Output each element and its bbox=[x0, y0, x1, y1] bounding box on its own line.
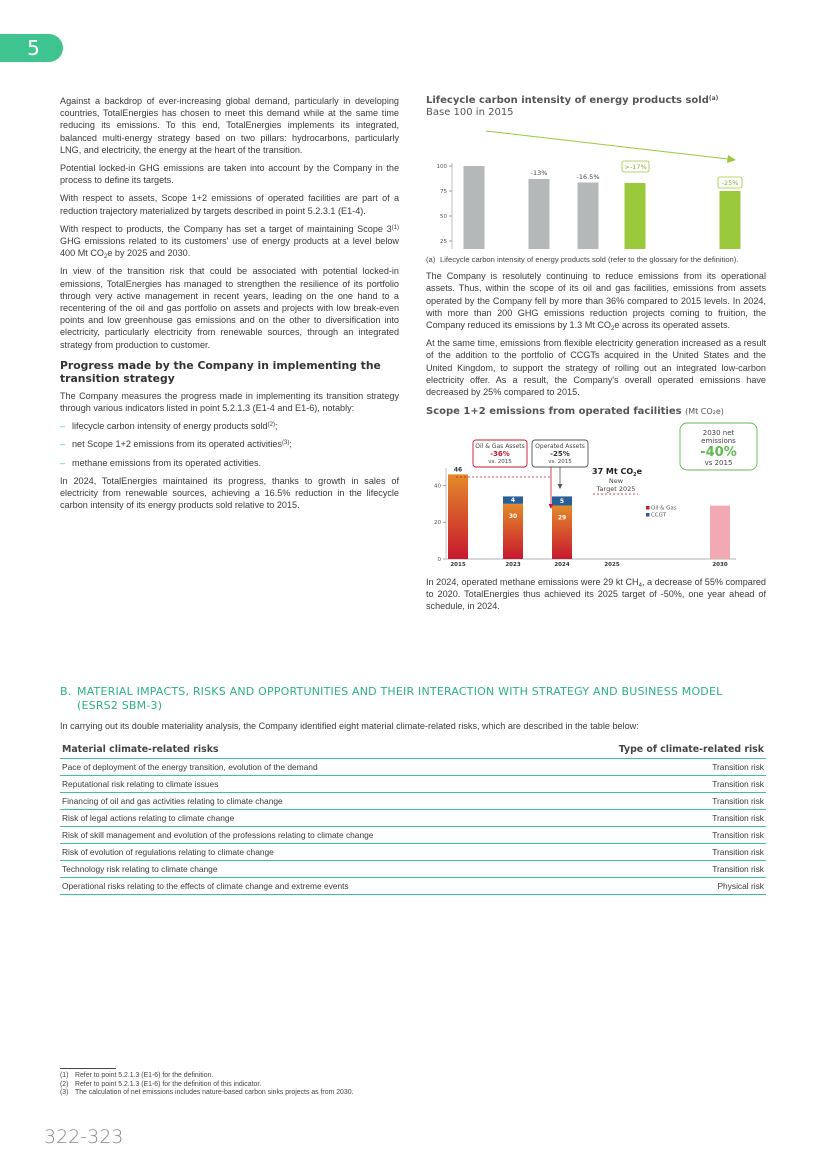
bar-oil-gas-2015 bbox=[448, 475, 468, 560]
trend-arrowhead bbox=[727, 155, 736, 163]
target-2025-value: 37 Mt $CO_2e$ bbox=[592, 467, 643, 479]
chart1-title: Lifecycle carbon intensity of energy products sold$^{(a)}$ bbox=[426, 95, 719, 106]
bar-data-label: 5 bbox=[559, 498, 565, 506]
bar-data-label: 46 bbox=[453, 466, 463, 474]
chapter-tab: 5 bbox=[0, 34, 63, 62]
y-tick-label: 50 bbox=[440, 214, 447, 221]
risk-type-cell: Transition risk bbox=[539, 827, 766, 844]
arrow-operated-head bbox=[558, 484, 563, 489]
paragraph: In view of the transition risk that could be associated with potential locked-in emissions, TotalEnergies has managed to strengthen the resilience of its portfolio through very active management in recent years, leading on the one hand to a recentering of the oil and gas portfolio on assets and projects with low break-even points and low greenhouse gas emissions and on the other to diversification into electricity, particularly electricity from renewable sources, through an integrated strategy from production to customer. bbox=[60, 266, 399, 350]
target-2025-line1: New bbox=[608, 477, 624, 486]
bar-target-2030 bbox=[710, 506, 730, 559]
list-item: – lifecycle carbon intensity of energy products sold$^{(2)}$; bbox=[60, 420, 399, 432]
chart1-footnote: (a) Lifecycle carbon intensity of energy products sold (refer to the glossary for the definition). bbox=[426, 254, 739, 264]
y-tick-label: 20 bbox=[434, 520, 441, 527]
table-row bbox=[60, 878, 766, 895]
paragraph: In 2024, TotalEnergies maintained its progress, thanks to growth in sales of electricity from renewable sources, achieving a 16.5% reduction in the lifecycle carbon intensity of its energy products sold relative to 2015. bbox=[60, 475, 399, 511]
risk-type-cell: Transition risk bbox=[539, 793, 766, 810]
bar-data-label: 30 bbox=[508, 513, 518, 521]
callout-oil-gas-value: -36% bbox=[490, 450, 510, 459]
risk-cell: Reputational risk relating to climate issues bbox=[60, 776, 539, 793]
net-2030-line2: emissions bbox=[701, 437, 736, 446]
x-tick-label: 2025 bbox=[604, 562, 620, 569]
footnotes bbox=[60, 1068, 510, 1098]
callout-operated-line3: vs. 2015 bbox=[548, 459, 572, 466]
table-row bbox=[60, 861, 766, 878]
paragraph: Against a backdrop of ever-increasing global demand, particularly in developing countries, TotalEnergies has chosen to meet this demand while at the same time reducing its emissions. To this end, TotalEnergies implements its integrated, balanced multi-energy strategy based on two pillars: hydrocarbons, particularly LNG, and electricity, the energy at the heart of the transition. bbox=[60, 96, 399, 155]
trend-line bbox=[486, 131, 728, 159]
paragraph: With respect to assets, Scope 1+2 emissions of operated facilities are part of a reduction trajectory materialized by targets described in point 5.2.3.1 (E1-4). bbox=[60, 193, 399, 216]
callout-oil-gas-line1: Oil & Gas Assets bbox=[475, 443, 525, 451]
y-tick-label: 40 bbox=[434, 483, 441, 490]
footnote-ref[interactable]: (3) bbox=[282, 440, 290, 447]
net-2030-line1: 2030 net bbox=[702, 429, 735, 438]
scope12-emissions-chart bbox=[426, 418, 766, 570]
column-header-risk: Material climate-related risks bbox=[60, 739, 539, 759]
list-item: – methane emissions from its operated activities. bbox=[60, 457, 399, 469]
table-row bbox=[60, 759, 766, 776]
callout-operated-line1: Operated Assets bbox=[535, 443, 585, 451]
risk-type-cell: Transition risk bbox=[539, 759, 766, 776]
net-2030-value: -40% bbox=[700, 445, 737, 461]
callout-oil-gas-line3: vs. 2015 bbox=[488, 459, 512, 466]
table-row bbox=[60, 827, 766, 844]
risk-cell: Financing of oil and gas activities relating to climate change bbox=[60, 793, 539, 810]
section-b-intro: In carrying out its double materiality analysis, the Company identified eight material climate-related risks, which are described in the table below: bbox=[60, 721, 639, 731]
table-row bbox=[60, 810, 766, 827]
carbon-intensity-chart bbox=[426, 123, 766, 249]
right-column bbox=[426, 95, 766, 618]
footnote: (1) Refer to point 5.2.1.3 (E1-6) for the definition. bbox=[60, 1072, 214, 1079]
x-tick-label: 2024 bbox=[554, 562, 570, 569]
paragraph: The Company is resolutely continuing to reduce emissions from its operational assets. Thus, within the scope of its oil and gas facilities, emissions from assets operated by the Company fell by more than 36% compared to 2015 levels. In 2024, with more than 200 GHG emissions reduction projects coming to fruition, the Company reduced its emissions by 1.3 Mt $CO_2e$ across its operated assets. bbox=[426, 271, 766, 332]
list-item: – net Scope 1+2 emissions from its operated activities$^{(3)}$; bbox=[60, 438, 399, 450]
legend-label-oil: Oil & Gas bbox=[651, 505, 677, 512]
bar-2030 bbox=[720, 191, 741, 249]
risk-cell: Pace of deployment of the energy transition, evolution of the demand bbox=[60, 759, 539, 776]
x-tick-label: 2015 bbox=[450, 562, 466, 569]
section-b-title: B. MATERIAL IMPACTS, RISKS AND OPPORTUNITIES AND THEIR INTERACTION WITH STRATEGY AND BUSINESS MODEL (ESRS2 SBM-3) bbox=[60, 685, 723, 712]
section-b bbox=[60, 685, 766, 895]
footnote-rule bbox=[60, 1068, 116, 1069]
risk-cell: Risk of skill management and evolution of the professions relating to climate change bbox=[60, 827, 539, 844]
table-row bbox=[60, 793, 766, 810]
paragraph: With respect to products, the Company has set a target of maintaining Scope 3$^{(1)}$ GHG emissions related to its customers' use of energy products at a level below 400 Mt $CO_2e$ by 2025 and 2030. bbox=[60, 223, 399, 261]
bar-2023 bbox=[529, 179, 550, 249]
badge-2025-label: >-17% bbox=[624, 163, 647, 172]
table-header-row bbox=[60, 739, 766, 759]
y-tick-label: 75 bbox=[440, 189, 447, 196]
x-tick-label: 2030 bbox=[712, 562, 728, 569]
paragraph: In 2024, operated methane emissions were 29 kt $CH_4$, a decrease of 55% compared to 2020. TotalEnergies thus achieved its 2025 target of -50%, one year ahead of schedule, in 2024. bbox=[426, 576, 766, 611]
risk-type-cell: Transition risk bbox=[539, 844, 766, 861]
badge-2030-label: -25% bbox=[721, 179, 739, 188]
callout-operated-value: -25% bbox=[550, 450, 570, 459]
bar-2025 bbox=[625, 183, 646, 249]
bar-data-label: 29 bbox=[557, 514, 567, 522]
table-row bbox=[60, 776, 766, 793]
bar-data-label: 4 bbox=[510, 497, 516, 505]
risk-cell: Risk of legal actions relating to climate change bbox=[60, 810, 539, 827]
risk-cell: Technology risk relating to climate change bbox=[60, 861, 539, 878]
section-heading: Progress made by the Company in implementing the transition strategy bbox=[60, 358, 381, 386]
chart1-subtitle: Base 100 in 2015 bbox=[426, 107, 514, 119]
data-label-2023: -13% bbox=[530, 169, 548, 178]
target-2025-line2: Target 2025 bbox=[596, 485, 636, 494]
footnote-ref[interactable]: (2) bbox=[267, 422, 275, 429]
legend-swatch-oil bbox=[646, 506, 650, 510]
risk-type-cell: Transition risk bbox=[539, 810, 766, 827]
page-number: 322-323 bbox=[44, 1126, 124, 1148]
paragraph: Potential locked-in GHG emissions are taken into account by the Company in the process to define its targets. bbox=[60, 163, 399, 186]
paragraph: At the same time, emissions from flexible electricity generation increased as a result of the addition to the portfolio of CCGTs acquired in the United States and the United Kingdom, to support the strategy of rolling out an integrated low-carbon electricity offer. As a result, the Company's overall operated emissions have decreased by 25% compared to 2015. bbox=[426, 338, 766, 397]
footnote: (2) Refer to point 5.2.1.3 (E1-6) for the definition of this indicator. bbox=[60, 1080, 262, 1088]
y-tick-label: 100 bbox=[436, 164, 447, 171]
paragraph: The Company measures the progress made in implementing its transition strategy through various indicators listed in point 5.2.1.3 (E1-4 and E1-6), notably: bbox=[60, 390, 399, 414]
risk-type-cell: Transition risk bbox=[539, 776, 766, 793]
y-tick-label: 25 bbox=[440, 239, 447, 246]
left-column bbox=[60, 95, 399, 517]
x-tick-label: 2023 bbox=[505, 562, 521, 569]
legend-label-ccgt: CCGT bbox=[651, 512, 667, 519]
data-label-2024: -16.5% bbox=[576, 173, 600, 182]
risk-cell: Risk of evolution of regulations relating to climate change bbox=[60, 844, 539, 861]
legend-swatch-ccgt bbox=[646, 513, 650, 517]
climate-risks-table bbox=[60, 739, 766, 895]
net-2030-line3: vs 2015 bbox=[704, 459, 733, 468]
table-row bbox=[60, 844, 766, 861]
indicator-list bbox=[60, 420, 399, 469]
footnote-ref[interactable]: (1) bbox=[391, 224, 399, 231]
bar-2015 bbox=[464, 166, 485, 249]
chart2-title: Scope 1+2 emissions from operated facilities (Mt CO₂e) bbox=[426, 406, 724, 418]
column-header-type: Type of climate-related risk bbox=[539, 739, 766, 759]
y-tick-label: 0 bbox=[437, 557, 441, 564]
risk-type-cell: Transition risk bbox=[539, 861, 766, 878]
risk-cell: Operational risks relating to the effects of climate change and extreme events bbox=[60, 878, 539, 895]
footnote: (3) The calculation of net emissions includes nature-based carbon sinks projects as from 2030. bbox=[60, 1089, 354, 1096]
risk-type-cell: Physical risk bbox=[539, 878, 766, 895]
bar-2024 bbox=[578, 183, 599, 250]
